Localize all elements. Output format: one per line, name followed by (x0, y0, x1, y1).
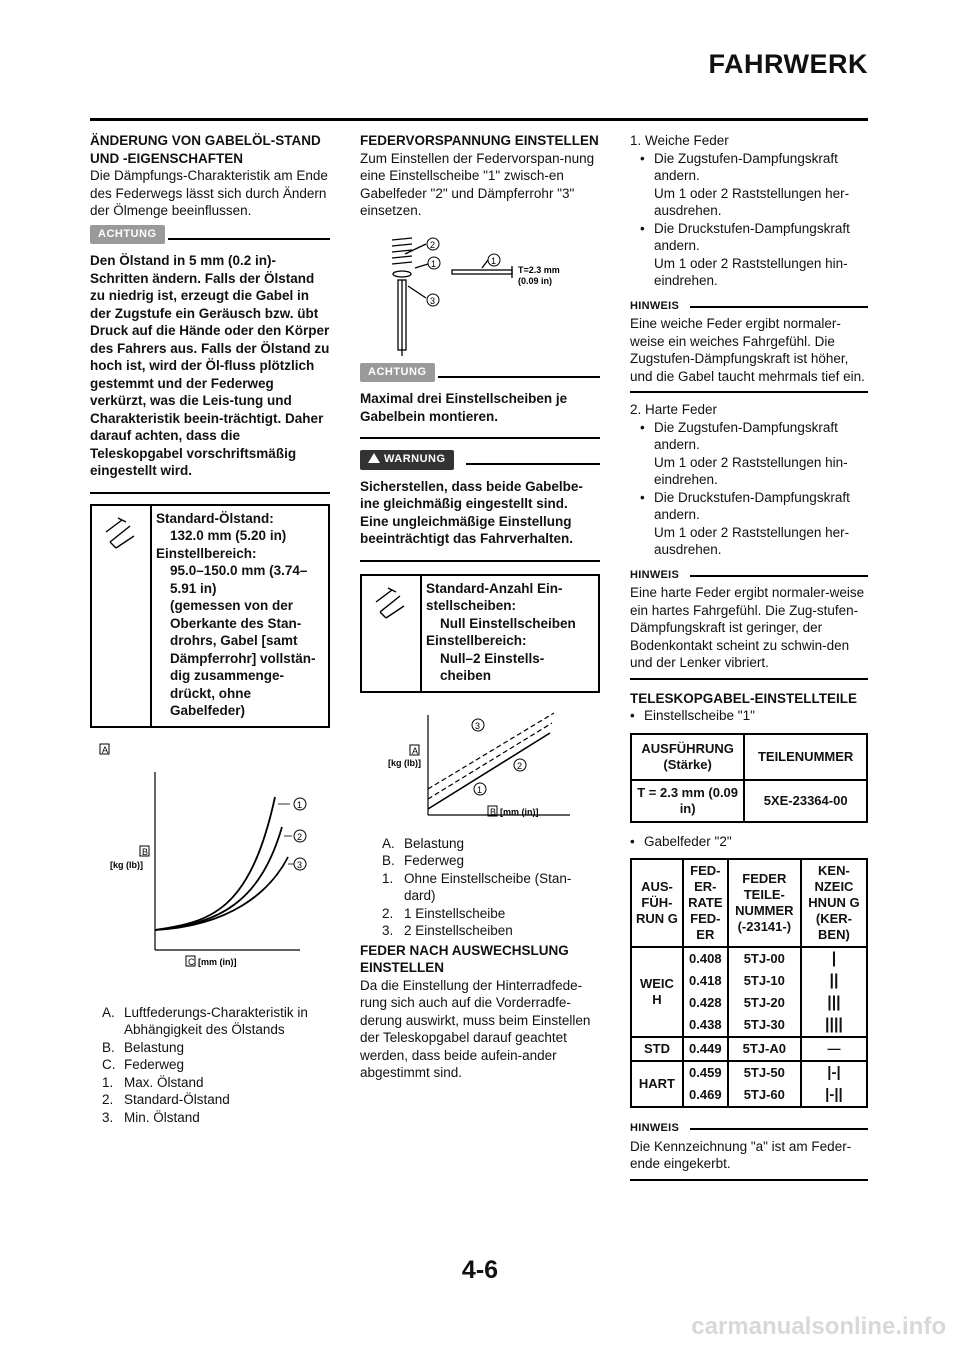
legend-value: Standard-Ölstand (124, 1092, 230, 1107)
shim-fig-num-1: 1 (431, 258, 437, 269)
spec2-value-range: Null–2 Einstells-cheiben (440, 650, 545, 683)
caution-box (90, 227, 330, 494)
spring-table-std: STD (631, 1037, 683, 1061)
hinweis-label: HINWEIS (630, 299, 680, 312)
spring-rate: 0.418 (683, 970, 728, 992)
section-heading-oil-level: ÄNDERUNG VON GABELÖL-STAND UND -EIGENSCHAFTEN (90, 133, 321, 166)
hard-bullet-2-sub: Um 1 oder 2 Raststellungen her-ausdrehen. (654, 524, 850, 557)
spring-table-header-2: FED-ER-RATE FED-ER (683, 859, 728, 947)
legend-key: B. (102, 1039, 115, 1055)
spec-box-oil-level (90, 504, 330, 728)
spring-mark: ||| (801, 992, 867, 1014)
shim-figure (360, 228, 600, 358)
hinweis-box-1 (630, 298, 868, 394)
hard-bullet-1-sub: Um 1 oder 2 Raststellungen hin-eindrehen. (654, 454, 848, 487)
shim-table (630, 733, 868, 823)
hinweis-box-2 (630, 567, 868, 680)
preload-graph (360, 711, 600, 831)
warning-triangle-icon (368, 453, 380, 463)
caution-text-2: Maximal drei Einstellscheiben je Gabelbein montieren. (360, 391, 568, 424)
preload-intro-text: Zum Einstellen der Federvorspan-nung eine Einstellscheibe "1" zwisch-en Gabelfeder "2" und Dämpferrohr "3" einsetzen. (360, 150, 595, 218)
hinweis-text-2: Eine harte Feder ergibt normaler-weise ein hartes Fahrgefühl. Die Zug-stufen-Dämpfungskraft ist geringer, der Bodenkontakt scheint zu schwin-den und der Lenker vibriert. (630, 585, 865, 670)
graph1-x-letter: C (188, 956, 195, 967)
hinweis-text-1: Eine weiche Feder ergibt normaler-weise ein weiches Fahrgefühl. Die Zugstufen-Dämpfungskraft ist höher, und die Gabel taucht mehrmals tief ein. (630, 316, 865, 384)
warning-box (360, 455, 600, 562)
soft-bullet-2-sub: Um 1 oder 2 Raststellungen hin-eindrehen. (654, 255, 848, 288)
graph1-num-3: 3 (297, 859, 303, 870)
spring-part: 5TJ-60 (728, 1084, 801, 1107)
legend-value: Federweg (404, 853, 465, 868)
graph1-num-2: 2 (297, 831, 303, 842)
spring-part: 5TJ-10 (728, 970, 801, 992)
shim-table-header-1: AUSFÜHRUNG (Stärke) (631, 734, 744, 780)
caution-badge-2: ACHTUNG (360, 363, 435, 383)
legend-key: 1. (382, 870, 394, 886)
spring-part: 5TJ-30 (728, 1014, 801, 1037)
spring-table-header-4: KEN-NZEIC HNUN G (KER-BEN) (801, 859, 867, 947)
hinweis-text-3: Die Kennzeichnung "a" ist am Feder-ende eingekerbt. (630, 1138, 852, 1171)
caution-badge: ACHTUNG (90, 225, 165, 245)
shim-fig-num-1b: 1 (491, 255, 497, 266)
section-heading-spring-change: FEDER NACH AUSWECHSLUNG EINSTELLEN (360, 942, 569, 975)
spring-rate: 0.459 (683, 1061, 728, 1084)
legend-key: 2. (102, 1092, 114, 1107)
soft-bullet-2: Die Druckstufen-Dampfungskraft andern. (654, 220, 850, 253)
spec-label-range: Einstellbereich: (156, 545, 257, 561)
hard-bullet-1: Die Zugstufen-Dampfungskraft andern. (654, 419, 838, 452)
graph1-corner-letter: A (102, 744, 109, 755)
section-heading-fork-parts: TELESKOPGABEL-EINSTELLTEILE (630, 690, 858, 706)
soft-bullet-1-sub: Um 1 oder 2 Raststellungen her-ausdrehen. (654, 185, 850, 218)
hinweis-box-3 (630, 1120, 868, 1181)
column-2 (360, 132, 600, 1082)
shim-table-cell: T = 2.3 mm (0.09 in) (631, 780, 744, 822)
spring-rate: 0.428 (683, 992, 728, 1014)
spec-label-standard: Standard-Ölstand: (156, 510, 274, 526)
graph1-num-1: 1 (297, 799, 303, 810)
spec2-label-range: Einstellbereich: (426, 633, 527, 648)
spring-table-header-1: AUS-FÜH-RUN G (631, 859, 683, 947)
shim-table-header-2: TEILENUMMER (744, 734, 867, 780)
spring-part: 5TJ-20 (728, 992, 801, 1014)
spring-mark: — (801, 1037, 867, 1061)
shim-thickness: T=2.3 mm (518, 264, 560, 275)
spring-mark: || (801, 970, 867, 992)
bullet-shim: Einstellscheibe "1" (644, 708, 755, 723)
spec-value-range: 95.0–150.0 mm (3.74–5.91 in) (170, 563, 308, 596)
legend-value: Federweg (124, 1057, 185, 1072)
graph1-y-letter: B (142, 846, 149, 857)
shim-fig-num-3: 3 (430, 295, 436, 306)
graph1-y-unit: [kg (lb)] (110, 859, 143, 870)
warning-badge (360, 450, 454, 470)
spec2-value-standard: Null Einstellscheiben (440, 615, 576, 631)
soft-spring-title: 1. Weiche Feder (630, 133, 729, 148)
spring-mark: |-|| (801, 1084, 867, 1107)
legend-value: Ohne Einstellscheibe (Stan-dard) (404, 870, 572, 903)
hinweis-label: HINWEIS (630, 1122, 680, 1134)
spring-mark: |||| (801, 1014, 867, 1037)
legend-key: 3. (382, 923, 394, 938)
graph2-x-letter: B (490, 806, 497, 817)
spring-mark: | (801, 947, 867, 970)
oil-level-graph (90, 742, 330, 1007)
spring-rate: 0.438 (683, 1014, 728, 1037)
shim-table-cell: 5XE-23364-00 (744, 780, 867, 822)
caution-text: Den Ölstand in 5 mm (0.2 in)-Schritten ändern. Falls der Ölstand zu niedrig ist, erzeugt die Gabel in der Zugstufe ein Geräusch bzw. übt Druck auf die Hände oder den Körper des Fahrers aus. Falls der Ölstand zu hoch ist, wird der Öl-fluss plötzlich gestemmt und der Federweg verkürzt, was die Leis-tung und Charakteristik beein-trächtigt. Daher darauf achten, dass die Teleskopgabel vorschriftsmäßig eingestellt wird. (90, 253, 330, 478)
section-heading-preload: FEDERVORSPANNUNG EINSTELLEN (360, 133, 599, 148)
shim-fig-num-2: 2 (430, 239, 436, 250)
legend-key: 3. (102, 1109, 114, 1125)
spring-table-header-3: FEDER TEILE-NUMMER (-23141-) (728, 859, 801, 947)
legend-value: Min. Ölstand (124, 1109, 200, 1125)
spring-part: 5TJ-50 (728, 1061, 801, 1084)
legend-value: 1 Einstellscheibe (404, 905, 506, 921)
caution-box-2 (360, 365, 600, 440)
graph2-num-1: 1 (477, 784, 483, 795)
spring-table (630, 858, 868, 1108)
spring-table-weich: WEIC H (631, 947, 683, 1037)
watermark: carmanualsonline.info (691, 1313, 946, 1340)
hard-spring-block: 2. Harte Feder • Die Zugstufen-Dampfungskraft andern. Um 1 oder 2 Raststellungen hin-eindrehen. • Die Druckstufen-Dampfungskraft andern. Um 1 oder 2 Raststellungen her-ausdrehen. (630, 401, 868, 559)
warning-text: Sicherstellen, dass beide Gabelbe-ine gleichmäßig eingestellt sind. Eine ungleichmäßige Einstellung beeinträchtigt das Fahrverhalten. (360, 478, 583, 546)
graph2-y-unit: [kg (lb)] (388, 757, 421, 768)
hinweis-label: HINWEIS (630, 568, 680, 581)
spec-box-shims (360, 574, 600, 693)
graph2-num-3: 3 (475, 720, 481, 731)
legend-key: B. (382, 853, 395, 868)
shim-thickness-in: (0.09 in) (518, 275, 553, 286)
legend-key: A. (102, 1004, 115, 1020)
spring-mark: |-| (801, 1061, 867, 1084)
soft-spring-block: 1. Weiche Feder • Die Zugstufen-Dampfungskraft andern. Um 1 oder 2 Raststellungen her-ausdrehen. • Die Druckstufen-Dampfungskraft andern. Um 1 oder 2 Raststellungen hin-eindrehen. (630, 132, 868, 290)
spring-rate: 0.449 (683, 1037, 728, 1061)
bullet-spring: Gabelfeder "2" (644, 833, 732, 849)
column-1 (90, 132, 330, 1126)
legend-value: Max. Ölstand (124, 1074, 204, 1090)
spec-value-standard: 132.0 mm (5.20 in) (170, 528, 287, 543)
legend-key: 2. (382, 905, 394, 921)
page-number: 4-6 (461, 1256, 499, 1284)
graph2-legend (360, 835, 600, 940)
column-3: 1. Weiche Feder • Die Zugstufen-Dampfungskraft andern. Um 1 oder 2 Raststellungen her-ausdrehen. • Die Druckstufen-Dampfungskraft andern. Um 1 oder 2 Raststellungen hin-eindrehen. HINWEIS Eine weiche Feder ergibt normaler-weise ein weiches Fahrgefühl. Die Zugstufen-Dämpfungskraft ist höher, und die Gabel taucht mehrmals tief ein. 2. Harte Feder • Die Zugstufen-Dampfungskraft andern. Um 1 oder 2 Raststellungen hin-eindrehen. • Die Druckstufen-Dampfungskraft andern. Um 1 oder 2 Raststellungen her-ausdrehen. HINWEIS Eine harte Feder ergibt normaler-weise ein hartes Fahrgefühl. Die Zug-stufen-Dämpfungskraft ist geringer, der Bodenkontakt scheint zu schwin-den und der Lenker vibriert. TELESKOPGABEL-EINSTELLTEILE • Einstellscheibe "1" AUSFÜHRUNG (Stärke) TEILENUMMER T = 2.3 mm (0.09 in) 5XE-23364-00 • Gabelfeder "2" AUS-FÜH-RUN G FED-ER-RATE FED-ER FEDER TEILE-NUMMER (-23141-) KEN-NZEIC HNUN G (KER-BEN) WEIC H 0.408 5TJ-00 | 0.418 5TJ-10 || 0.428 5TJ-20 ||| 0.438 5TJ-30 |||| STD 0.449 5TJ-A0 — HART 0.459 5TJ-50 |-| 0.469 5TJ-60 |-|| HINWEIS Die Kennzeichnung "a" ist am Feder-ende eingekerbt. (630, 132, 868, 1181)
graph2-y-letter: A (412, 745, 419, 756)
graph1-legend (90, 1004, 330, 1127)
page-title: FAHRWERK (708, 49, 868, 79)
oil-intro-text: Die Dämpfungs-Charakteristik am Ende des Federwegs lässt sich durch Ändern der Ölmenge beeinflussen. (90, 168, 328, 218)
spec-note: (gemessen von der Oberkante des Stan-drohrs, Gabel [samt Dämpferrohr] vollstän-dig zusammenge-drückt, ohne Gabelfeder) (170, 598, 316, 718)
legend-value: Belastung (124, 1039, 185, 1055)
wrench-spec-icon (92, 506, 152, 726)
spring-rate: 0.469 (683, 1084, 728, 1107)
hard-bullet-2: Die Druckstufen-Dampfungskraft andern. (654, 489, 850, 522)
legend-key: 1. (102, 1074, 114, 1090)
spring-rate: 0.408 (683, 947, 728, 970)
soft-bullet-1: Die Zugstufen-Dampfungskraft andern. (654, 150, 838, 183)
wrench-spec-icon (362, 576, 422, 691)
graph2-num-2: 2 (517, 760, 523, 771)
legend-value: 2 Einstellscheiben (404, 923, 513, 938)
graph2-x-unit: [mm (in)] (500, 806, 539, 817)
legend-key: A. (382, 835, 395, 851)
warning-label: WARNUNG (384, 453, 446, 465)
graph1-x-unit: [mm (in)] (198, 956, 237, 967)
spring-table-hart: HART (631, 1061, 683, 1107)
legend-key: C. (102, 1057, 116, 1072)
legend-value: Luftfederungs-Charakteristik in Abhängigkeit des Ölstands (124, 1004, 308, 1037)
legend-value: Belastung (404, 835, 465, 851)
spring-part: 5TJ-A0 (728, 1037, 801, 1061)
header-rule (90, 118, 868, 121)
hard-spring-title: 2. Harte Feder (630, 402, 718, 417)
spring-part: 5TJ-00 (728, 947, 801, 970)
spec2-label-standard: Standard-Anzahl Ein-stellscheiben: (426, 580, 563, 613)
spring-change-text: Da die Einstellung der Hinterradfede-rung sich auch auf die Vorderradfe-derung auswirkt, muss beim Einstellen der Teleskopgabel darauf geachtet werden, dass beide aufein-ander abgestimmt sind. (360, 977, 591, 1080)
